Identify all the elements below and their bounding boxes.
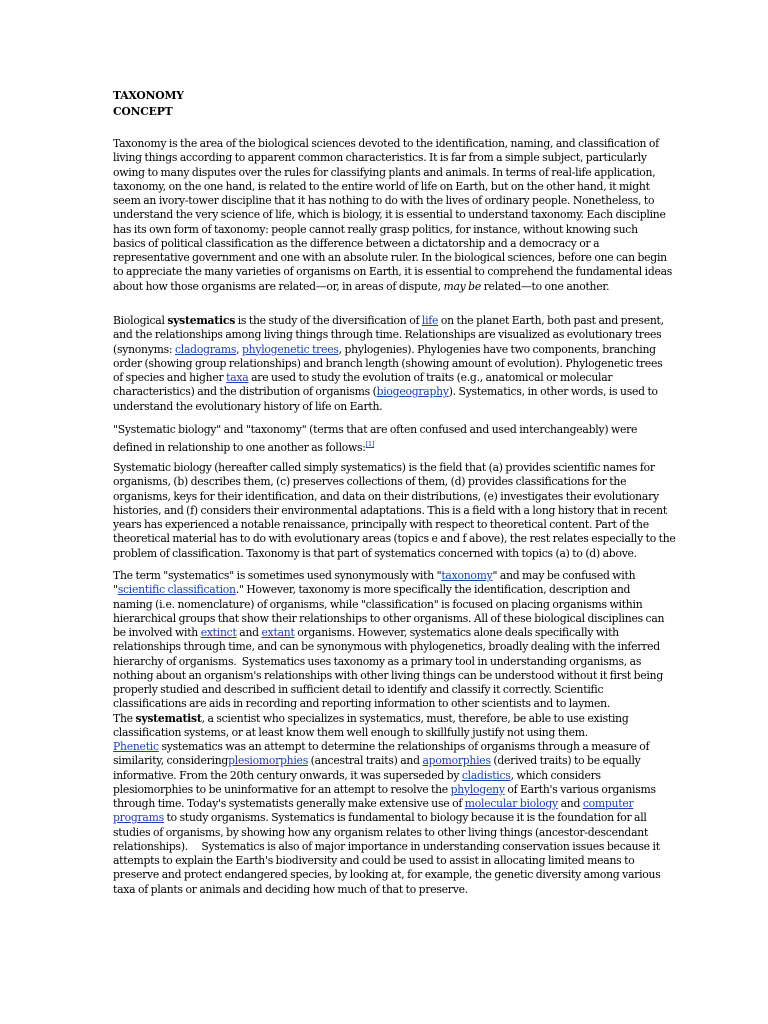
text-line xyxy=(113,883,658,897)
text-run: has its own form of taxonomy: people cannot really grasp politics, for instance, without knowing such xyxy=(113,222,638,236)
text-run: , which considers xyxy=(510,768,601,782)
text-run: understand the evolutionary history of life on Earth. xyxy=(113,399,383,413)
text-run: , a scientist who specializes in systematics, must, therefore, be able to use existing xyxy=(201,711,629,725)
text-run: Taxonomy is the area of the biological sciences devoted to the identification, naming, and classification of xyxy=(113,137,659,150)
hyperlink[interactable]: taxonomy xyxy=(441,569,493,582)
hyperlink[interactable]: extant xyxy=(261,626,295,639)
hyperlink[interactable]: life xyxy=(421,314,439,327)
text-run: relationships through time, and can be synonymous with phylogenetics, broadly dealing with the inferred xyxy=(113,640,660,654)
text-run: characteristics) and the distribution of organisms ( xyxy=(113,385,377,399)
text-run: related—to one another. xyxy=(480,279,610,293)
text-line xyxy=(113,640,658,654)
paragraph-biological-systematics xyxy=(113,314,664,414)
text-run: " and may be confused with xyxy=(492,569,636,582)
text-line xyxy=(113,223,658,237)
hyperlink[interactable]: scientific classification xyxy=(117,583,236,597)
paragraph-systematics-fields xyxy=(113,461,676,561)
text-run: to appreciate the many varieties of organisms on Earth, it is essential to comprehend the fundamental ideas xyxy=(113,265,673,279)
paragraph-systematic-biology-definition xyxy=(113,423,658,455)
text-run: (derived traits) to be equally xyxy=(490,754,641,768)
text-line xyxy=(113,251,667,265)
text-line xyxy=(113,137,658,151)
text-line xyxy=(113,314,664,328)
text-run: and the relationships among living things through time. Relationships are visualized as evolutionary trees xyxy=(113,328,662,342)
bold-term: systematics xyxy=(167,314,236,327)
text-run: ). Systematics, in other words, is used to xyxy=(448,385,658,399)
text-run: plesiomorphies to be uninformative for an attempt to resolve the xyxy=(113,782,451,796)
text-line xyxy=(113,151,658,165)
hyperlink[interactable]: computer xyxy=(582,797,634,810)
text-line xyxy=(113,423,658,437)
text-run: taxonomy, on the one hand, is related to the entire world of life on Earth, but on the other hand, it might xyxy=(113,179,650,193)
italic-text: may be xyxy=(443,279,481,293)
hyperlink[interactable]: Phenetic xyxy=(113,740,159,753)
text-run: representative government and one with an absolute ruler. In the biological sciences, before one can begin xyxy=(113,251,667,264)
hyperlink[interactable]: plesiomorphies xyxy=(228,754,308,768)
text-line xyxy=(113,754,658,768)
text-run: and xyxy=(236,626,262,639)
text-run: to study organisms. Systematics is fundamental to biology because it is the foundation for all xyxy=(163,811,647,825)
text-line xyxy=(113,328,662,342)
hyperlink[interactable]: biogeography xyxy=(376,385,449,399)
text-run: theoretical material has to do with evolutionary areas (topics e and f above), the rest relates especially to the xyxy=(113,532,676,546)
text-line xyxy=(113,726,658,740)
hyperlink[interactable]: apomorphies xyxy=(422,754,491,768)
text-run: understand the very science of life, which is biology, it is essential to understand taxonomy. Each discipline xyxy=(113,208,666,222)
text-line xyxy=(113,461,658,475)
text-run: are used to study the evolution of traits (e.g., anatomical or molecular xyxy=(248,371,613,384)
text-run: hierarchy of organisms. Systematics uses taxonomy as a primary tool in understanding organisms, as xyxy=(113,654,642,668)
text-line xyxy=(113,237,658,251)
text-run: similarity, considering xyxy=(113,754,229,768)
hyperlink[interactable]: cladograms xyxy=(174,342,237,356)
hyperlink[interactable]: phylogeny xyxy=(450,782,505,796)
text-run: Systematic biology (hereafter called simply systematics) is the field that (a) provides scientific names for xyxy=(113,461,655,474)
text-run: years has experienced a notable renaissance, principally with respect to theoretical content. Part of the xyxy=(113,518,649,531)
text-line xyxy=(113,598,658,612)
text-run: classifications are aids in recording and reporting information to other scientists and to laymen. xyxy=(113,697,611,711)
paragraph-systematics-terms xyxy=(113,569,665,897)
text-run: attempts to explain the Earth's biodiversity and could be used to assist in allocating limited means to xyxy=(113,854,635,867)
text-line xyxy=(113,683,658,697)
text-run: classification systems, or at least know them well enough to skillfully justify not using them. xyxy=(113,725,588,739)
document-subtitle: CONCEPT xyxy=(113,105,173,118)
text-run: seem an ivory-tower discipline that it has nothing to do with the lives of ordinary people. Nonetheless, to xyxy=(113,194,655,207)
text-line xyxy=(113,385,658,399)
hyperlink[interactable]: taxa xyxy=(226,371,249,384)
text-run: of species and higher xyxy=(113,371,227,384)
text-run: (synonyms: xyxy=(113,342,175,356)
text-line xyxy=(113,769,658,783)
text-run: organisms, keys for their identification, and data on their distributions, (e) investigates their evolutionary xyxy=(113,489,659,503)
text-run: of Earth's various organisms xyxy=(504,782,656,796)
footnote-reference-link[interactable]: [1] xyxy=(365,440,375,449)
text-line xyxy=(113,371,658,385)
text-line xyxy=(113,437,658,455)
text-line xyxy=(113,343,658,357)
text-run: The xyxy=(113,711,136,725)
text-line xyxy=(113,783,658,797)
text-line xyxy=(113,655,658,669)
text-run: studies of organisms, by showing how any organism relates to other living things (ancestor-descendant xyxy=(113,825,649,839)
text-line xyxy=(113,868,661,882)
text-line xyxy=(113,356,663,371)
text-run: naming (i.e. nomenclature) of organisms, while "classification" is focused on placing organisms within xyxy=(113,597,643,611)
text-run: is the study of the diversification of xyxy=(235,314,422,327)
text-run: owing to many disputes over the rules for classifying plants and animals. In terms of real-life application, xyxy=(113,165,656,179)
text-line xyxy=(113,280,658,294)
hyperlink[interactable]: programs xyxy=(113,811,164,825)
text-run: ." However, taxonomy is more specifically the identification, description and xyxy=(235,583,631,597)
document-title: TAXONOMY xyxy=(113,89,184,102)
text-line xyxy=(113,611,665,626)
text-line xyxy=(113,166,658,180)
text-run: The term "systematics" is sometimes used synonymously with " xyxy=(113,569,442,582)
text-run: Biological xyxy=(113,314,168,327)
text-line xyxy=(113,797,658,811)
text-run: through time. Today's systematists generally make extensive use of xyxy=(113,797,465,810)
text-run: organisms. However, systematics alone deals specifically with xyxy=(294,626,619,639)
text-line xyxy=(113,475,658,489)
text-run: taxa of plants or animals and deciding how much of that to preserve. xyxy=(113,882,468,896)
text-line xyxy=(113,854,658,868)
text-run: "Systematic biology" and "taxonomy" (terms that are often confused and used interchangeably) were xyxy=(113,423,638,436)
text-line xyxy=(113,826,658,840)
hyperlink[interactable]: extinct xyxy=(200,626,237,639)
text-line xyxy=(113,668,664,683)
text-line xyxy=(113,811,658,825)
text-run: (ancestral traits) and xyxy=(308,754,423,768)
paragraph-taxonomy-intro xyxy=(113,137,673,294)
text-run: basics of political classification as the difference between a dictatorship and a democracy or a xyxy=(113,236,600,250)
text-line xyxy=(113,626,658,640)
text-run: systematics was an attempt to determine the relationships of organisms through a measure of xyxy=(158,740,650,753)
text-line xyxy=(113,712,658,726)
text-line xyxy=(113,547,658,561)
text-run: " xyxy=(113,583,118,597)
hyperlink[interactable]: molecular biology xyxy=(464,797,558,810)
text-run: defined in relationship to one another as follows: xyxy=(113,441,366,455)
text-line xyxy=(113,180,658,194)
text-run: informative. From the 20th century onwards, it was superseded by xyxy=(113,768,462,782)
text-run: about how those organisms are related—or, in areas of dispute, xyxy=(113,279,444,293)
text-line xyxy=(113,532,676,546)
text-line xyxy=(113,400,658,414)
text-run: and xyxy=(557,797,583,810)
text-run: , xyxy=(236,342,242,356)
text-line xyxy=(113,518,658,532)
text-line xyxy=(113,265,673,279)
text-run: hierarchical groups that show their relationships to other organisms. All of these biological disciplines can xyxy=(113,611,665,625)
text-line xyxy=(113,840,658,854)
hyperlink[interactable]: phylogenetic trees xyxy=(241,342,339,356)
text-run: on the planet Earth, both past and present, xyxy=(438,314,664,327)
text-run: properly studied and described in sufficient detail to identify and classify it correctly. Scientific xyxy=(113,683,604,696)
text-line xyxy=(113,194,658,208)
text-line xyxy=(113,740,658,754)
text-line xyxy=(113,503,667,518)
text-run: problem of classification. Taxonomy is that part of systematics concerned with topics (a) to (d) above. xyxy=(113,546,637,560)
text-line xyxy=(113,569,658,583)
text-run: histories, and (f) considers their environmental adaptations. This is a field with a long history that in recent xyxy=(113,503,667,517)
text-line xyxy=(113,490,658,504)
text-run: , phylogenies). Phylogenies have two components, branching xyxy=(338,342,656,356)
bold-term: systematist xyxy=(135,711,202,725)
text-run: living things according to apparent common characteristics. It is far from a simple subject, particularly xyxy=(113,151,647,165)
hyperlink[interactable]: cladistics xyxy=(461,768,511,782)
text-line xyxy=(113,208,666,222)
text-run: be involved with xyxy=(113,626,201,639)
text-run: order (showing group relationships) and branch length (showing amount of evolution). Phylogenetic trees xyxy=(113,356,663,370)
text-run: relationships). Systematics is also of major importance in understanding conservation issues because it xyxy=(113,839,660,853)
text-line xyxy=(113,583,658,597)
text-line xyxy=(113,697,658,711)
text-run: preserve and protect endangered species, by looking at, for example, the genetic diversity among various xyxy=(113,868,661,882)
text-run: organisms, (b) describes them, (c) preserves collections of them, (d) provides classifications for the xyxy=(113,475,627,489)
text-run: nothing about an organism's relationships with other living things can be understood without it first being xyxy=(113,668,664,682)
